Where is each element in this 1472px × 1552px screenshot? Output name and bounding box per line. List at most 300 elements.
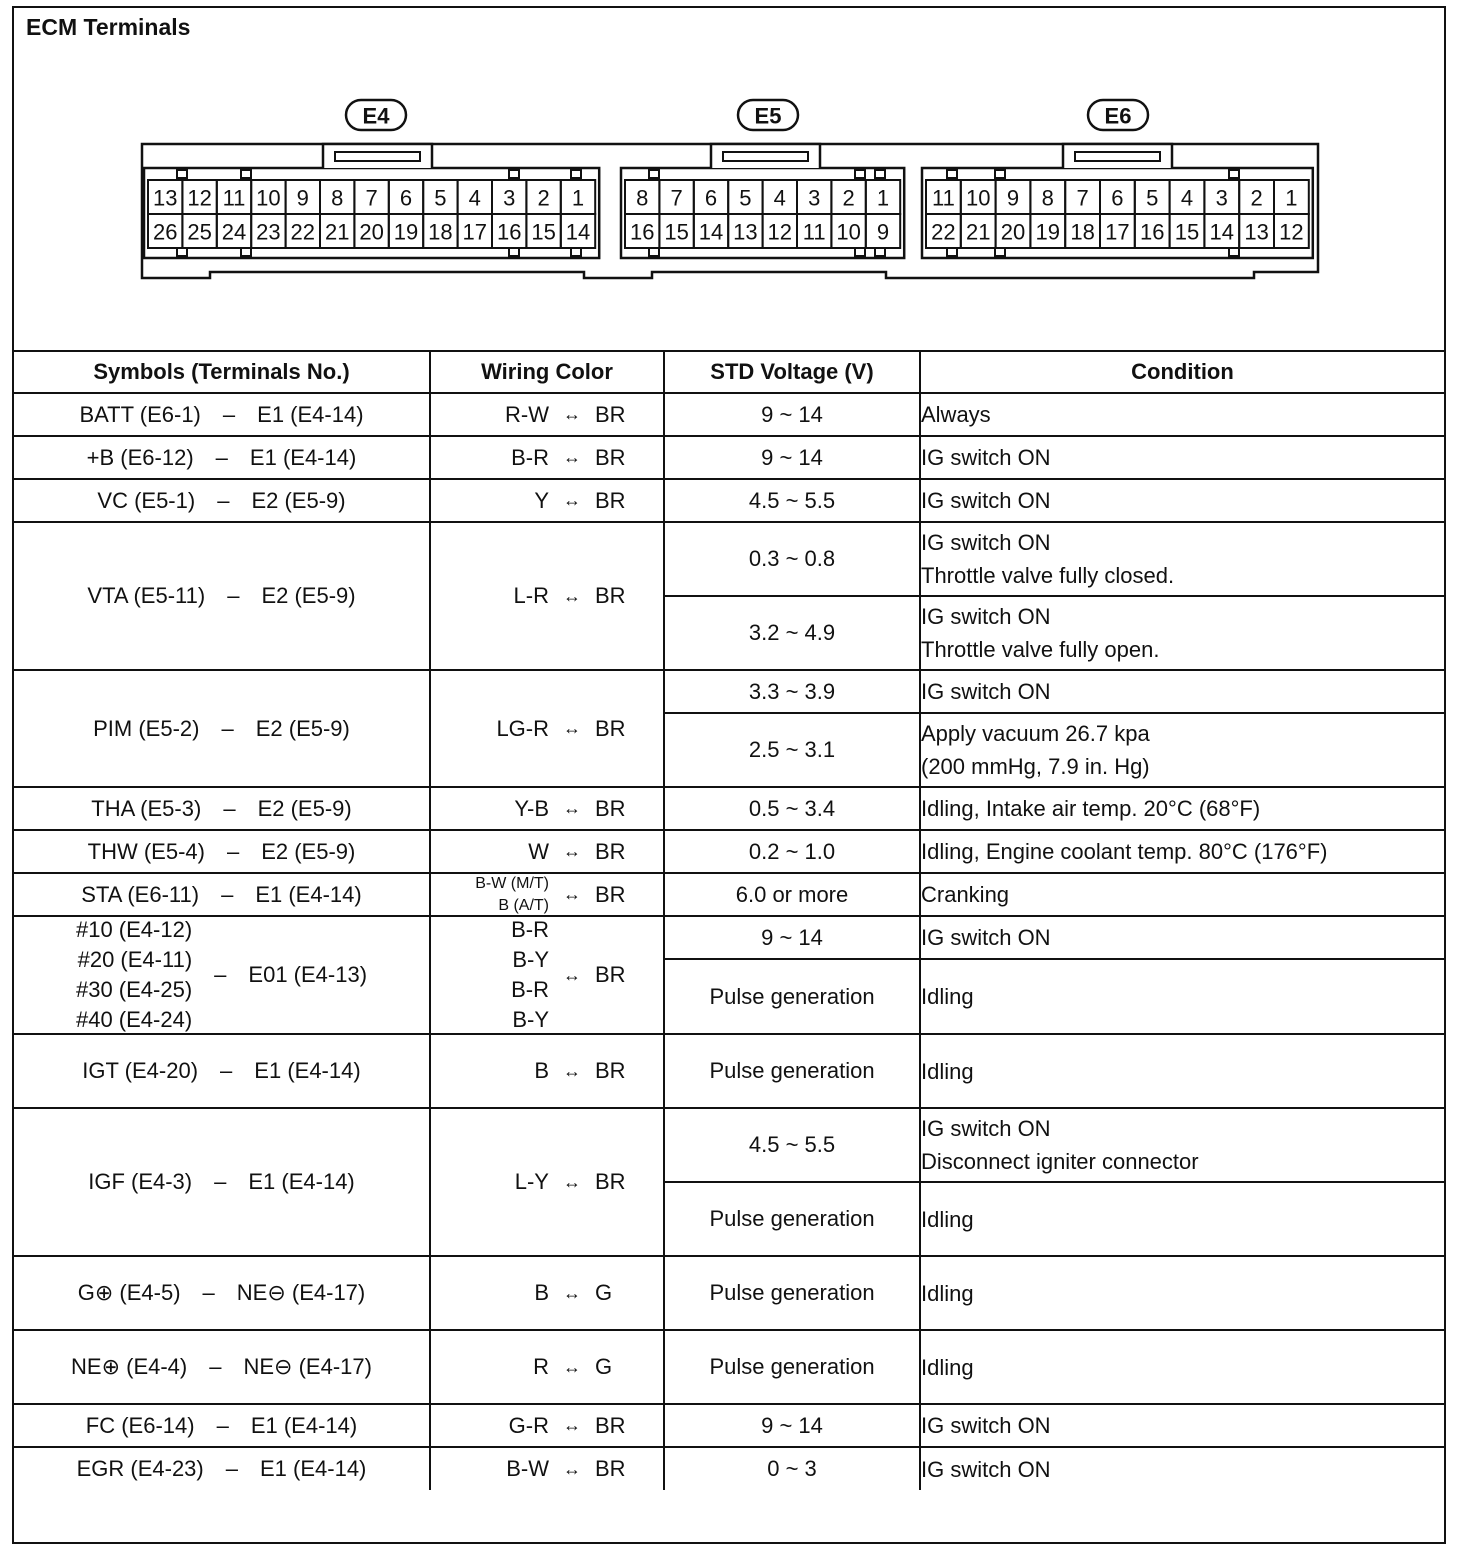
connector-key-tab bbox=[649, 170, 659, 178]
terminal-pin-number: 2 bbox=[537, 185, 550, 211]
condition-line: Throttle valve fully open. bbox=[921, 637, 1160, 662]
symbol-ground-terminal: E1 (E4-14) bbox=[248, 1169, 355, 1194]
dash-separator: – bbox=[221, 715, 234, 741]
terminal-pin-number: 10 bbox=[965, 185, 991, 211]
connector-key-tab bbox=[1229, 170, 1239, 178]
table-row bbox=[14, 1330, 1444, 1404]
condition-line: Cranking bbox=[921, 882, 1010, 907]
wiring-pair bbox=[431, 1169, 663, 1195]
double-arrow-icon: ↔ bbox=[563, 718, 581, 738]
terminal-pin-number: 16 bbox=[629, 219, 655, 245]
symbol-cell bbox=[14, 1330, 430, 1404]
symbol-cell bbox=[14, 1034, 430, 1108]
symbol-cell bbox=[14, 522, 430, 670]
wire-color: B bbox=[534, 1058, 549, 1083]
wire-color: B-R bbox=[511, 917, 549, 942]
terminal-pin-number: 19 bbox=[393, 219, 419, 245]
terminal-pin-number: 5 bbox=[739, 185, 752, 211]
symbol-ground-terminal: E2 (E5-9) bbox=[261, 583, 356, 608]
symbol-cell bbox=[14, 916, 430, 1034]
wiring-pair bbox=[431, 1456, 663, 1482]
double-arrow-icon: ↔ bbox=[563, 447, 581, 467]
symbol-terminal: EGR (E4-23) bbox=[76, 1456, 204, 1481]
dash-separator: – bbox=[202, 1280, 215, 1305]
condition-line: Idling bbox=[921, 1058, 974, 1084]
wiring-cell bbox=[430, 1108, 664, 1256]
connector-key-tab bbox=[1229, 248, 1239, 256]
condition-line: IG switch ON bbox=[921, 530, 1051, 555]
dash-separator: – bbox=[225, 1456, 238, 1481]
double-arrow-icon: ↔ bbox=[563, 404, 581, 424]
wiring-pair bbox=[431, 402, 663, 428]
symbol-terminal: THW (E5-4) bbox=[87, 838, 205, 864]
wire-color-ground: BR bbox=[595, 487, 626, 513]
wire-left-group bbox=[459, 1169, 549, 1195]
symbol-terminal: THA (E5-3) bbox=[91, 795, 202, 821]
symbol-ground-terminal: E01 (E4-13) bbox=[248, 962, 368, 987]
symbol-ground-terminal: E2 (E5-9) bbox=[255, 715, 350, 741]
ecm-terminals-page bbox=[12, 6, 1446, 1544]
dash-separator: – bbox=[216, 1412, 229, 1438]
voltage-cell: 0 ~ 3 bbox=[664, 1447, 920, 1490]
connector-latch bbox=[1063, 144, 1172, 168]
wiring-pair bbox=[431, 917, 663, 1033]
connector-label: E5 bbox=[754, 103, 782, 129]
terminal-pin-number: 24 bbox=[221, 219, 247, 245]
voltage-cell: Pulse generation bbox=[664, 1330, 920, 1404]
symbol-terminal: BATT (E6-1) bbox=[79, 401, 201, 427]
condition-cell bbox=[920, 436, 1444, 479]
voltage-cell: Pulse generation bbox=[664, 959, 920, 1034]
symbol-ground-terminal: E1 (E4-14) bbox=[255, 881, 362, 907]
connector-key-tab bbox=[177, 170, 187, 178]
wiring-pair bbox=[431, 1058, 663, 1084]
wiring-pair bbox=[431, 839, 663, 865]
connector-key-tab bbox=[995, 248, 1005, 256]
wire-color: Y-B bbox=[514, 795, 549, 821]
wire-left-group bbox=[459, 583, 549, 609]
terminal-pin-number: 6 bbox=[1111, 185, 1124, 211]
symbol-left-group bbox=[91, 796, 201, 822]
symbol-ground-terminal: E2 (E5-9) bbox=[257, 795, 352, 821]
symbol-terminal: IGF (E4-3) bbox=[88, 1169, 193, 1194]
double-arrow-icon: ↔ bbox=[563, 964, 581, 985]
wire-color-ground: BR bbox=[595, 401, 626, 427]
symbol-left-group bbox=[82, 1058, 198, 1084]
wire-left-group bbox=[459, 445, 549, 471]
symbol-terminal: #30 (E4-25) bbox=[75, 977, 193, 1002]
terminal-pin-number: 10 bbox=[836, 219, 861, 245]
terminal-table bbox=[14, 350, 1444, 1490]
wire-left-group bbox=[459, 1280, 549, 1306]
terminal-pin-number: 7 bbox=[670, 185, 683, 211]
symbol-terminal: #40 (E4-24) bbox=[75, 1007, 193, 1032]
terminal-pin-number: 4 bbox=[1180, 185, 1194, 211]
wiring-cell bbox=[430, 670, 664, 787]
terminal-pin-number: 17 bbox=[462, 219, 488, 245]
symbol-pair bbox=[88, 1169, 355, 1195]
symbol-cell bbox=[14, 1108, 430, 1256]
condition-cell bbox=[920, 670, 1444, 713]
connector-key-tab bbox=[875, 170, 885, 178]
terminal-pin-number: 22 bbox=[931, 219, 956, 245]
table-body bbox=[14, 393, 1444, 1490]
wiring-pair bbox=[431, 488, 663, 514]
symbol-pair bbox=[81, 882, 361, 908]
symbol-pair bbox=[91, 796, 351, 822]
terminal-pin-number: 16 bbox=[1139, 219, 1165, 245]
dash-separator: – bbox=[222, 401, 236, 427]
table-row bbox=[14, 1256, 1444, 1330]
voltage-cell: 3.2 ~ 4.9 bbox=[664, 596, 920, 670]
connector-key-tab bbox=[571, 170, 581, 178]
wire-left-group bbox=[459, 1354, 549, 1380]
wire-left-group bbox=[459, 839, 549, 865]
symbol-terminal: VC (E5-1) bbox=[97, 487, 196, 513]
connector-key-tab bbox=[509, 248, 519, 256]
table-row bbox=[14, 393, 1444, 436]
condition-line: (200 mmHg, 7.9 in. Hg) bbox=[921, 754, 1150, 779]
wire-left-group bbox=[459, 716, 549, 742]
voltage-cell: Pulse generation bbox=[664, 1182, 920, 1256]
wiring-cell bbox=[430, 393, 664, 436]
wire-left-group bbox=[459, 875, 549, 915]
symbol-left-group bbox=[79, 402, 200, 428]
symbol-left-group bbox=[88, 839, 205, 865]
symbol-terminal: IGT (E4-20) bbox=[82, 1058, 199, 1083]
terminal-pin-number: 7 bbox=[365, 185, 378, 211]
wiring-pair bbox=[431, 1280, 663, 1306]
connector-label: E4 bbox=[362, 103, 390, 129]
condition-line: Idling bbox=[921, 1354, 974, 1380]
terminal-pin-number: 15 bbox=[531, 219, 556, 245]
wire-color-ground: G bbox=[595, 1280, 613, 1305]
wire-color: B bbox=[534, 1280, 549, 1305]
symbol-terminal: #10 (E4-12) bbox=[75, 917, 193, 942]
terminal-pin-number: 3 bbox=[1215, 185, 1228, 211]
terminal-pin-number: 12 bbox=[1279, 219, 1304, 245]
terminal-pin-number: 7 bbox=[1076, 185, 1089, 211]
symbol-pair bbox=[79, 402, 363, 428]
terminal-pin-number: 23 bbox=[256, 219, 281, 245]
wire-color: B-W (M/T) bbox=[475, 874, 549, 892]
dash-separator: – bbox=[221, 881, 234, 907]
terminal-pin-number: 26 bbox=[152, 219, 178, 245]
terminal-pin-number: 15 bbox=[664, 219, 689, 245]
dash-separator: – bbox=[209, 1354, 222, 1379]
voltage-cell: 4.5 ~ 5.5 bbox=[664, 479, 920, 522]
table-row bbox=[14, 873, 1444, 916]
symbol-left-group bbox=[87, 583, 205, 609]
terminal-pin-number: 2 bbox=[1250, 185, 1263, 211]
wiring-pair bbox=[431, 583, 663, 609]
table-row bbox=[14, 1108, 1444, 1182]
terminal-pin-number: 14 bbox=[1209, 219, 1235, 245]
condition-line: Always bbox=[921, 402, 991, 427]
connector-key-tab bbox=[947, 248, 957, 256]
voltage-cell: 9 ~ 14 bbox=[664, 916, 920, 959]
condition-line: Idling, Intake air temp. 20°C (68°F) bbox=[921, 796, 1261, 821]
dash-separator: – bbox=[220, 1058, 233, 1083]
symbol-ground-terminal: NE⊖ (E4-17) bbox=[243, 1354, 372, 1379]
terminal-pin-number: 13 bbox=[1244, 219, 1269, 245]
connector-key-tab bbox=[947, 170, 957, 178]
condition-cell bbox=[920, 830, 1444, 873]
table-row bbox=[14, 1034, 1444, 1108]
symbol-cell bbox=[14, 479, 430, 522]
terminal-pin-number: 18 bbox=[428, 219, 453, 245]
condition-line: IG switch ON bbox=[921, 679, 1051, 704]
wire-left-group bbox=[459, 1456, 549, 1482]
connector-key-tab bbox=[177, 248, 187, 256]
table-row bbox=[14, 916, 1444, 959]
condition-line: IG switch ON bbox=[921, 604, 1051, 629]
terminal-pin-number: 9 bbox=[876, 219, 890, 245]
terminal-pin-number: 13 bbox=[152, 185, 178, 211]
table-row bbox=[14, 1447, 1444, 1490]
symbol-ground-terminal: E2 (E5-9) bbox=[261, 838, 356, 864]
condition-cell bbox=[920, 1108, 1444, 1182]
condition-line: Throttle valve fully closed. bbox=[921, 563, 1175, 588]
symbol-ground-terminal: E1 (E4-14) bbox=[250, 1412, 358, 1438]
condition-line: Idling bbox=[921, 1280, 974, 1306]
symbol-ground-terminal: E1 (E4-14) bbox=[254, 1058, 361, 1083]
symbol-terminal: FC (E6-14) bbox=[85, 1412, 195, 1438]
symbol-pair bbox=[87, 445, 357, 471]
double-arrow-icon: ↔ bbox=[563, 1060, 581, 1081]
wire-color: R-W bbox=[505, 401, 549, 427]
condition-cell bbox=[920, 1182, 1444, 1256]
dash-separator: – bbox=[223, 795, 236, 821]
wiring-cell bbox=[430, 1330, 664, 1404]
symbol-pair bbox=[77, 1456, 367, 1482]
wiring-cell bbox=[430, 1034, 664, 1108]
terminal-pin-number: 21 bbox=[965, 219, 991, 245]
terminal-pin-number: 8 bbox=[331, 185, 344, 211]
terminal-pin-number: 11 bbox=[931, 185, 955, 211]
wire-left-group bbox=[459, 917, 549, 1033]
condition-line: Disconnect igniter connector bbox=[921, 1149, 1199, 1174]
wire-left-group bbox=[459, 1058, 549, 1084]
terminal-pin-number: 21 bbox=[324, 219, 350, 245]
symbol-left-group bbox=[78, 1280, 181, 1306]
terminal-pin-number: 3 bbox=[808, 185, 821, 211]
terminal-pin-number: 15 bbox=[1174, 219, 1200, 245]
terminal-pin-number: 1 bbox=[571, 185, 585, 211]
symbol-left-group bbox=[77, 1456, 204, 1482]
symbol-terminal: +B (E6-12) bbox=[86, 444, 194, 470]
wire-left-group bbox=[459, 402, 549, 428]
connector-key-tab bbox=[649, 248, 659, 256]
double-arrow-icon: ↔ bbox=[563, 884, 581, 904]
connector-key-tab bbox=[241, 248, 251, 256]
condition-line: Idling, Engine coolant temp. 80°C (176°F) bbox=[921, 839, 1328, 864]
condition-line: Apply vacuum 26.7 kpa bbox=[921, 721, 1150, 746]
voltage-cell: 2.5 ~ 3.1 bbox=[664, 713, 920, 787]
condition-line: IG switch ON bbox=[921, 488, 1051, 513]
symbol-cell bbox=[14, 1447, 430, 1490]
terminal-pin-number: 8 bbox=[636, 185, 649, 211]
dash-separator: – bbox=[214, 962, 227, 987]
symbol-pair bbox=[88, 839, 356, 865]
double-arrow-icon: ↔ bbox=[563, 841, 581, 861]
wire-color: L-Y bbox=[514, 1169, 549, 1194]
symbol-left-group bbox=[97, 488, 195, 514]
wiring-cell bbox=[430, 479, 664, 522]
terminal-pin-number: 1 bbox=[876, 185, 890, 211]
symbol-terminal: VTA (E5-11) bbox=[87, 583, 206, 608]
dash-separator: – bbox=[217, 487, 230, 513]
terminal-pin-number: 17 bbox=[1105, 219, 1130, 245]
wire-color: L-R bbox=[513, 583, 549, 608]
symbol-ground-terminal: E1 (E4-14) bbox=[249, 444, 357, 470]
condition-line: Idling bbox=[921, 1206, 974, 1232]
symbol-cell bbox=[14, 873, 430, 916]
table-header-row bbox=[14, 351, 1444, 393]
wiring-cell bbox=[430, 1404, 664, 1447]
symbol-pair bbox=[87, 583, 355, 609]
symbol-terminal: G⊕ (E4-5) bbox=[77, 1280, 181, 1305]
condition-cell bbox=[920, 713, 1444, 787]
voltage-cell: 0.3 ~ 0.8 bbox=[664, 522, 920, 596]
wire-color: B (A/T) bbox=[498, 896, 549, 914]
condition-line: IG switch ON bbox=[921, 925, 1051, 951]
wire-color-ground: BR bbox=[595, 1058, 626, 1083]
condition-cell bbox=[920, 479, 1444, 522]
terminal-pin-number: 22 bbox=[290, 219, 316, 245]
wire-color-ground: BR bbox=[595, 962, 626, 987]
condition-cell bbox=[920, 1330, 1444, 1404]
connector-diagram bbox=[14, 8, 1444, 348]
terminal-pin-number: 20 bbox=[359, 219, 384, 245]
symbol-left-group bbox=[81, 882, 199, 908]
header-std-voltage: STD Voltage (V) bbox=[664, 351, 920, 393]
condition-cell bbox=[920, 1447, 1444, 1490]
wire-color: B-Y bbox=[512, 947, 549, 972]
connector-key-tab bbox=[875, 248, 885, 256]
voltage-cell: 9 ~ 14 bbox=[664, 393, 920, 436]
terminal-pin-number: 4 bbox=[773, 185, 786, 211]
symbol-cell bbox=[14, 436, 430, 479]
connector-key-tab bbox=[995, 170, 1005, 178]
wire-color: G-R bbox=[508, 1412, 549, 1438]
voltage-cell: 9 ~ 14 bbox=[664, 1404, 920, 1447]
wire-color-ground: BR bbox=[595, 881, 626, 907]
symbol-cell bbox=[14, 787, 430, 830]
wire-color-ground: BR bbox=[595, 795, 626, 821]
condition-line: IG switch ON bbox=[921, 1413, 1051, 1438]
table-row bbox=[14, 830, 1444, 873]
wiring-pair bbox=[431, 716, 663, 742]
wire-color-ground: BR bbox=[595, 1169, 626, 1194]
wiring-cell bbox=[430, 830, 664, 873]
terminal-pin-number: 9 bbox=[296, 185, 309, 211]
condition-cell bbox=[920, 787, 1444, 830]
double-arrow-icon: ↔ bbox=[563, 1356, 581, 1377]
dash-separator: – bbox=[227, 583, 240, 608]
wire-color: B-R bbox=[511, 977, 549, 1002]
wiring-pair bbox=[431, 445, 663, 471]
double-arrow-icon: ↔ bbox=[563, 798, 581, 818]
table-row bbox=[14, 787, 1444, 830]
symbol-ground-terminal: E2 (E5-9) bbox=[251, 487, 346, 513]
symbol-pair bbox=[78, 1280, 366, 1306]
symbol-pair bbox=[82, 1058, 360, 1084]
terminal-pin-number: 11 bbox=[802, 219, 826, 245]
terminal-pin-number: 12 bbox=[767, 219, 793, 245]
wire-color-ground: BR bbox=[595, 715, 626, 741]
symbol-left-group bbox=[76, 917, 192, 1033]
symbol-terminal: PIM (E5-2) bbox=[93, 715, 200, 741]
condition-cell bbox=[920, 393, 1444, 436]
wire-left-group bbox=[459, 1413, 549, 1439]
connector-latch bbox=[711, 144, 820, 168]
table-row bbox=[14, 1404, 1444, 1447]
wire-color-ground: BR bbox=[595, 838, 626, 864]
wire-color: B-W bbox=[506, 1456, 549, 1481]
connector-latch bbox=[323, 144, 432, 168]
double-arrow-icon: ↔ bbox=[563, 1458, 581, 1479]
terminal-pin-number: 6 bbox=[704, 185, 718, 211]
condition-line: IG switch ON bbox=[921, 445, 1051, 470]
connector-label: E6 bbox=[1104, 103, 1132, 129]
wiring-cell bbox=[430, 436, 664, 479]
wiring-pair bbox=[431, 875, 663, 915]
terminal-pin-number: 16 bbox=[496, 219, 522, 245]
double-arrow-icon: ↔ bbox=[563, 1171, 581, 1192]
wire-color-ground: BR bbox=[595, 444, 626, 470]
wire-left-group bbox=[459, 796, 549, 822]
condition-cell bbox=[920, 596, 1444, 670]
voltage-cell: 3.3 ~ 3.9 bbox=[664, 670, 920, 713]
symbol-left-group bbox=[86, 1413, 195, 1439]
condition-cell bbox=[920, 1404, 1444, 1447]
wire-color-ground: BR bbox=[595, 1456, 626, 1481]
dash-separator: – bbox=[214, 1169, 227, 1194]
terminal-pin-number: 9 bbox=[1006, 185, 1020, 211]
symbol-cell bbox=[14, 1404, 430, 1447]
wiring-cell bbox=[430, 787, 664, 830]
symbol-cell bbox=[14, 393, 430, 436]
symbol-left-group bbox=[71, 1354, 187, 1380]
terminal-pin-number: 25 bbox=[187, 219, 212, 245]
double-arrow-icon: ↔ bbox=[563, 1415, 581, 1435]
double-arrow-icon: ↔ bbox=[563, 1282, 581, 1303]
wiring-cell bbox=[430, 916, 664, 1034]
connector-key-tab bbox=[571, 248, 581, 256]
wiring-cell bbox=[430, 1447, 664, 1490]
table-row bbox=[14, 436, 1444, 479]
terminal-pin-number: 10 bbox=[256, 185, 281, 211]
double-arrow-icon: ↔ bbox=[563, 490, 581, 510]
condition-cell bbox=[920, 873, 1444, 916]
symbol-ground-terminal: NE⊖ (E4-17) bbox=[236, 1280, 366, 1305]
connector-key-tab bbox=[855, 248, 865, 256]
dash-separator: – bbox=[226, 838, 240, 864]
terminal-pin-number: 18 bbox=[1070, 219, 1095, 245]
symbol-left-group bbox=[87, 445, 194, 471]
symbol-left-group bbox=[93, 716, 199, 742]
condition-line: IG switch ON bbox=[921, 1116, 1051, 1141]
condition-cell bbox=[920, 1034, 1444, 1108]
wiring-pair bbox=[431, 796, 663, 822]
symbol-cell bbox=[14, 830, 430, 873]
header-wiring-color: Wiring Color bbox=[430, 351, 664, 393]
terminal-pin-number: 5 bbox=[1146, 185, 1159, 211]
symbol-left-group bbox=[88, 1169, 192, 1195]
terminal-pin-number: 12 bbox=[187, 185, 212, 211]
terminal-pin-number: 13 bbox=[733, 219, 758, 245]
